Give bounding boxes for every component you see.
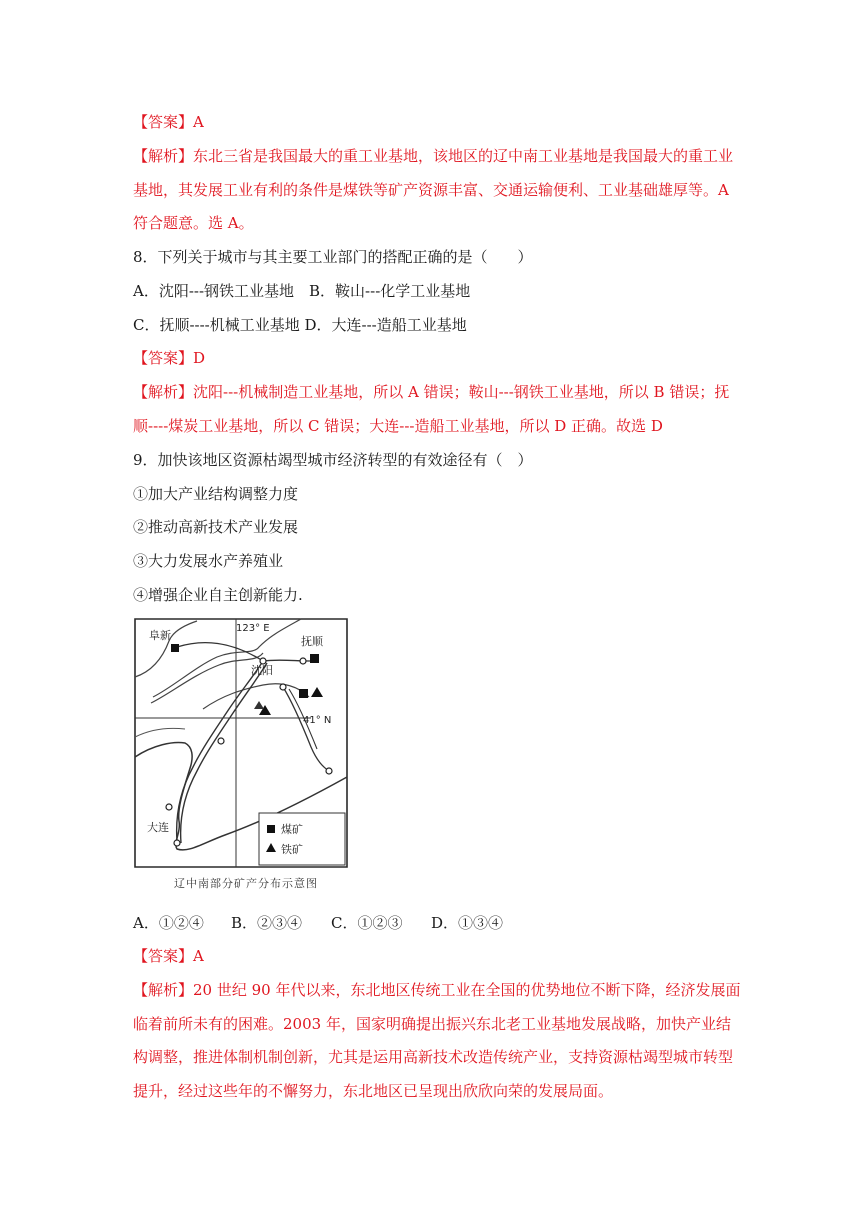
city-label-fuxin: 阜新 — [149, 629, 171, 642]
station-yingkou — [218, 738, 224, 744]
city-label-fushun: 抚顺 — [301, 635, 323, 648]
longitude-label: 123° E — [236, 623, 270, 634]
q8-option-row-1: A．沈阳---钢铁工业基地 B．鞍山---化学工业基地 — [133, 282, 471, 300]
q9-item-1: ①加大产业结构调整力度 — [133, 485, 299, 503]
q7-answer: 【答案】A — [133, 113, 204, 131]
q9-option-a: A．①②④ — [133, 914, 204, 932]
station-dalian — [174, 840, 180, 846]
legend-coal-symbol — [267, 825, 275, 833]
q9-item-2: ②推动高新技术产业发展 — [133, 518, 299, 536]
river-1 — [153, 619, 301, 697]
q9-item-4: ④增强企业自主创新能力. — [133, 586, 303, 604]
q9-explanation-line-4: 提升，经过这些年的不懈努力，东北地区已呈现出欣欣向荣的发展局面。 — [133, 1082, 614, 1100]
latitude-label: 41° N — [303, 715, 332, 726]
q8-explanation-line-1: 【解析】沈阳---机械制造工业基地，所以 A 错误；鞍山---钢铁工业基地，所以 B 错误；抚 — [133, 383, 730, 401]
railway-main-2 — [181, 663, 267, 843]
legend-coal-label: 煤矿 — [281, 823, 303, 836]
iron-mine-benxi — [311, 687, 323, 697]
station-wafangdian — [166, 804, 172, 810]
coal-mine-fushun — [310, 654, 319, 663]
legend-iron-label: 铁矿 — [281, 843, 303, 856]
q9-explanation-line-3: 构调整，推进体制机制创新，尤其是运用高新技术改造传统产业，支持资源枯竭型城市转型 — [133, 1048, 734, 1066]
q9-item-3: ③大力发展水产养殖业 — [133, 552, 284, 570]
city-label-shenyang: 沈阳 — [251, 664, 273, 677]
railway-east — [283, 687, 332, 771]
q9-option-c: C．①②③ — [331, 914, 403, 932]
q9-options — [133, 913, 503, 933]
q9-option-d: D．①③④ — [431, 914, 504, 932]
map-legend — [259, 813, 345, 865]
q9-question: 9．加快该地区资源枯竭型城市经济转型的有效途径有（ ） — [133, 451, 533, 469]
iron-mine-anshan-2 — [254, 701, 264, 709]
q7-explanation-line-1: 【解析】东北三省是我国最大的重工业基地，该地区的辽中南工业基地是我国最大的重工业 — [133, 147, 734, 165]
q9-option-b: B．②③④ — [231, 914, 303, 932]
q9-explanation-line-2: 临着前所未有的困难。2003 年，国家明确提出振兴东北老工业基地发展战略，加快产业结 — [133, 1015, 731, 1033]
station-fushun — [300, 658, 306, 664]
mineral-distribution-map — [133, 617, 349, 869]
city-label-dalian: 大连 — [147, 821, 169, 834]
q8-explanation-line-2: 顺----煤炭工业基地，所以 C 错误；大连---造船工业基地，所以 D 正确。故选 D — [133, 417, 663, 435]
river-2 — [151, 653, 263, 703]
q7-explanation-line-2: 基地，其发展工业有利的条件是煤铁等矿产资源丰富、交通运输便利、工业基础雄厚等。A — [133, 181, 729, 199]
q8-answer: 【答案】D — [133, 349, 206, 367]
q7-explanation-line-3: 符合题意。选 A。 — [133, 214, 254, 232]
river-line — [135, 728, 185, 737]
coal-mine-benxi — [299, 689, 308, 698]
q9-explanation-line-1: 【解析】20 世纪 90 年代以来，东北地区传统工业在全国的优势地位不断下降，经济发展面 — [133, 981, 741, 999]
q8-question: 8．下列关于城市与其主要工业部门的搭配正确的是（ ） — [133, 248, 533, 266]
map-caption: 辽中南部分矿产分布示意图 — [174, 877, 318, 890]
station-anshan — [280, 684, 286, 690]
station-dandong — [326, 768, 332, 774]
q9-answer: 【答案】A — [133, 947, 204, 965]
q8-option-row-2: C．抚顺----机械工业基地 D．大连---造船工业基地 — [133, 316, 467, 334]
coal-mine-fuxin — [171, 644, 179, 652]
